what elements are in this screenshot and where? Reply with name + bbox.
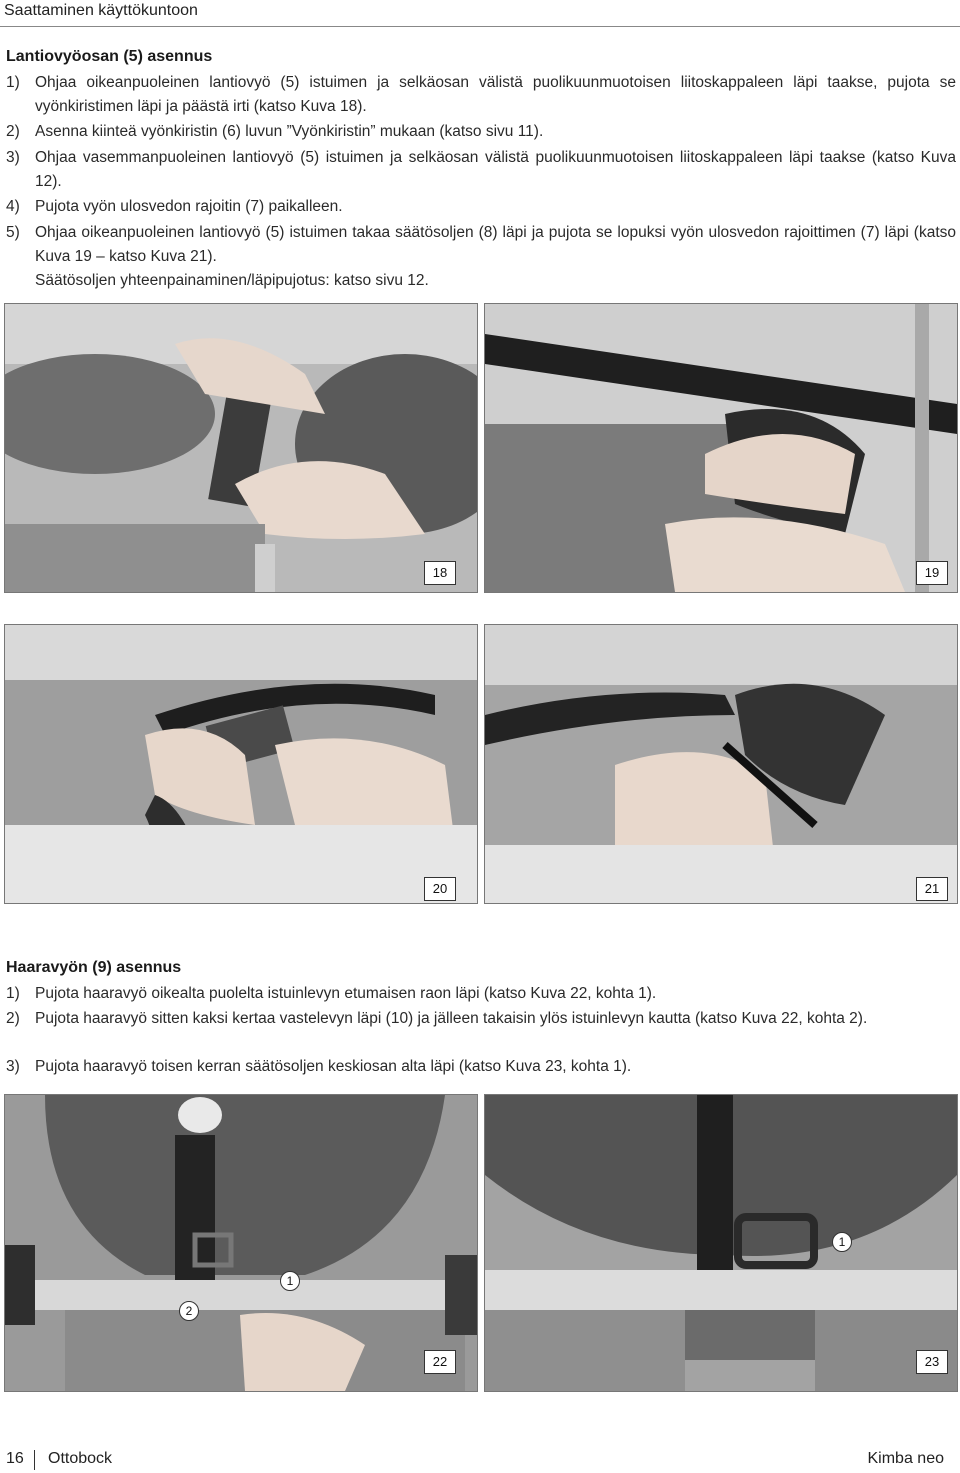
step-text: Ohjaa vasemmanpuoleinen lantiovyö (5) istuimen ja selkäosan välistä puolikuunmuotoisen liitoskappaleen läpi taakse (katso Kuva 12). (35, 149, 956, 190)
step-text: Ohjaa oikeanpuoleinen lantiovyö (5) istuimen ja selkäosan välistä puolikuunmuotoisen liitoskappaleen läpi taakse, pujota se vyönkiristimen läpi ja päästä irti (katso Kuva 18). (35, 74, 956, 115)
callout-23-1: 1 (832, 1232, 852, 1252)
step-text: Pujota haaravyö toisen kerran säätösoljen keskiosan alta läpi (katso Kuva 23, kohta 1). (35, 1058, 632, 1075)
photo-figure-18 (4, 303, 478, 593)
step-number: 3) (6, 149, 20, 166)
instruction-step-5 (6, 221, 956, 293)
instruction-step-1 (6, 71, 956, 119)
figure-label-23: 23 (916, 1350, 948, 1374)
photo-illustration (5, 625, 477, 903)
footer-brand: Ottobock (48, 1450, 113, 1467)
step-number: 2) (6, 123, 20, 140)
step-number: 3) (6, 1058, 20, 1075)
step-text: Asenna kiinteä vyönkiristin (6) luvun ”Vyönkiristin” mukaan (katso sivu 11). (35, 123, 544, 140)
photo-illustration (485, 304, 957, 592)
figure-label-19: 19 (916, 561, 948, 585)
step-text: Ohjaa oikeanpuoleinen lantiovyö (5) istuimen takaa säätösoljen (8) läpi ja pujota se lopuksi vyön ulosvedon rajoittimen (7) läpi (katso Kuva 19 – katso Kuva 21). (35, 224, 956, 265)
figure-label-22: 22 (424, 1350, 456, 1374)
photo-figure-23 (484, 1094, 958, 1392)
instruction-step-4 (6, 195, 956, 219)
crotch-step-2 (6, 1007, 956, 1031)
callout-22-1: 1 (280, 1271, 300, 1291)
step-number: 5) (6, 224, 20, 241)
footer-product: Kimba neo (867, 1450, 944, 1467)
photo-figure-21 (484, 624, 958, 904)
photo-figure-20 (4, 624, 478, 904)
step-extra-text: Säätösoljen yhteenpainaminen/läpipujotus: katso sivu 12. (35, 272, 429, 289)
crotch-step-1 (6, 982, 956, 1006)
instruction-step-2 (6, 120, 956, 144)
photo-illustration (485, 625, 957, 903)
photo-illustration (485, 1095, 957, 1391)
step-number: 1) (6, 985, 20, 1002)
photo-figure-22 (4, 1094, 478, 1392)
photo-illustration (5, 1095, 477, 1391)
step-number: 4) (6, 198, 20, 215)
footer-divider (34, 1450, 35, 1470)
step-number: 2) (6, 1010, 20, 1027)
figure-label-18: 18 (424, 561, 456, 585)
photo-figure-19 (484, 303, 958, 593)
step-text: Pujota haaravyö sitten kaksi kertaa vastelevyn läpi (10) ja jälleen takaisin ylös istuinlevyn kautta (katso Kuva 22, kohta 2). (35, 1010, 868, 1027)
header-title: Saattaminen käyttökuntoon (4, 2, 198, 19)
section-title-lap-belt: Lantiovyöosan (5) asennus (6, 48, 213, 65)
step-text: Pujota haaravyö oikealta puolelta istuinlevyn etumaisen raon läpi (katso Kuva 22, kohta 1). (35, 985, 657, 1002)
step-number: 1) (6, 74, 20, 91)
page-number: 16 (6, 1450, 24, 1467)
instruction-step-3 (6, 146, 956, 194)
step-text: Pujota vyön ulosvedon rajoitin (7) paikalleen. (35, 198, 343, 215)
figure-label-20: 20 (424, 877, 456, 901)
photo-illustration (5, 304, 477, 592)
callout-22-2: 2 (179, 1301, 199, 1321)
crotch-step-3 (6, 1055, 956, 1079)
section-title-crotch-belt: Haaravyön (9) asennus (6, 959, 182, 976)
header-divider (0, 26, 960, 27)
figure-label-21: 21 (916, 877, 948, 901)
